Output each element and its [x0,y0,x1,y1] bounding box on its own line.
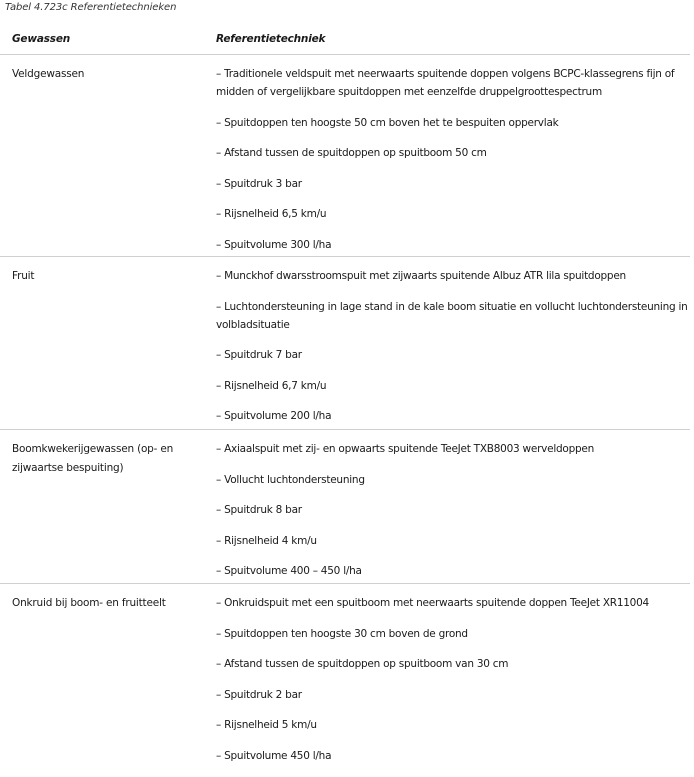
table-row [0,55,690,257]
crop-cell: Fruit [12,270,35,282]
technique-item: – Munckhof dwarsstroomspuit met zijwaarts spuitende Albuz ATR lila spuitdoppen [216,270,626,282]
technique-item: – Afstand tussen de spuitdoppen op spuitboom van 30 cm [216,658,509,670]
table-row [0,584,690,766]
technique-item: – Vollucht luchtondersteuning [216,473,365,486]
header-referentietechniek: Referentietechniek [216,33,326,45]
technique-item: – Spuitvolume 450 l/ha [216,749,332,762]
crop-cell: Veldgewassen [12,68,85,80]
technique-item: – Traditionele veldspuit met neerwaarts spuitende doppen volgens BCPC-klassegrens fijn of midden of vergelijkbare spuitdoppen met eenzelfde druppelgroottespectrum [216,68,675,98]
table-row [0,430,690,584]
technique-item: – Spuitdoppen ten hoogste 30 cm boven de grond [216,627,468,640]
technique-list [216,594,690,777]
technique-item: – Rijsnelheid 5 km/u [216,719,317,731]
technique-item: – Rijsnelheid 6,5 km/u [216,208,327,220]
technique-item: – Luchtondersteuning in lage stand in de kale boom situatie en vollucht luchtondersteuning in volbladsituatie [216,300,688,331]
technique-item: – Axiaalspuit met zij- en opwaarts spuitende TeeJet TXB8003 werveldoppen [216,443,595,455]
table-caption: Tabel 4.723c Referentietechnieken [5,2,177,13]
technique-item: – Spuitdruk 8 bar [216,504,302,516]
crop-cell: Boomkwekerijgewassen (op- en zijwaartse bespuiting) [12,443,174,474]
table-row [0,257,690,430]
table-header [0,24,690,55]
technique-list [216,267,690,438]
technique-item: – Spuitdruk 7 bar [216,349,302,361]
technique-item: – Onkruidspuit met een spuitboom met neerwaarts spuitende doppen TeeJet XR11004 [216,597,649,609]
technique-item: – Rijsnelheid 6,7 km/u [216,379,327,392]
technique-item: – Spuitvolume 300 l/ha [216,238,332,251]
technique-list [216,65,690,266]
technique-list [216,440,690,593]
header-gewassen: Gewassen [12,33,71,45]
technique-item: – Rijsnelheid 4 km/u [216,534,317,547]
technique-item: – Spuitdruk 2 bar [216,688,302,701]
technique-item: – Spuitvolume 200 l/ha [216,410,332,422]
technique-item: – Afstand tussen de spuitdoppen op spuitboom 50 cm [216,147,487,159]
crop-cell: Onkruid bij boom- en fruitteelt [12,597,166,609]
technique-item: – Spuitdoppen ten hoogste 50 cm boven het te bespuiten oppervlak [216,116,559,129]
technique-item: – Spuitvolume 400 – 450 l/ha [216,565,362,577]
technique-item: – Spuitdruk 3 bar [216,177,302,190]
